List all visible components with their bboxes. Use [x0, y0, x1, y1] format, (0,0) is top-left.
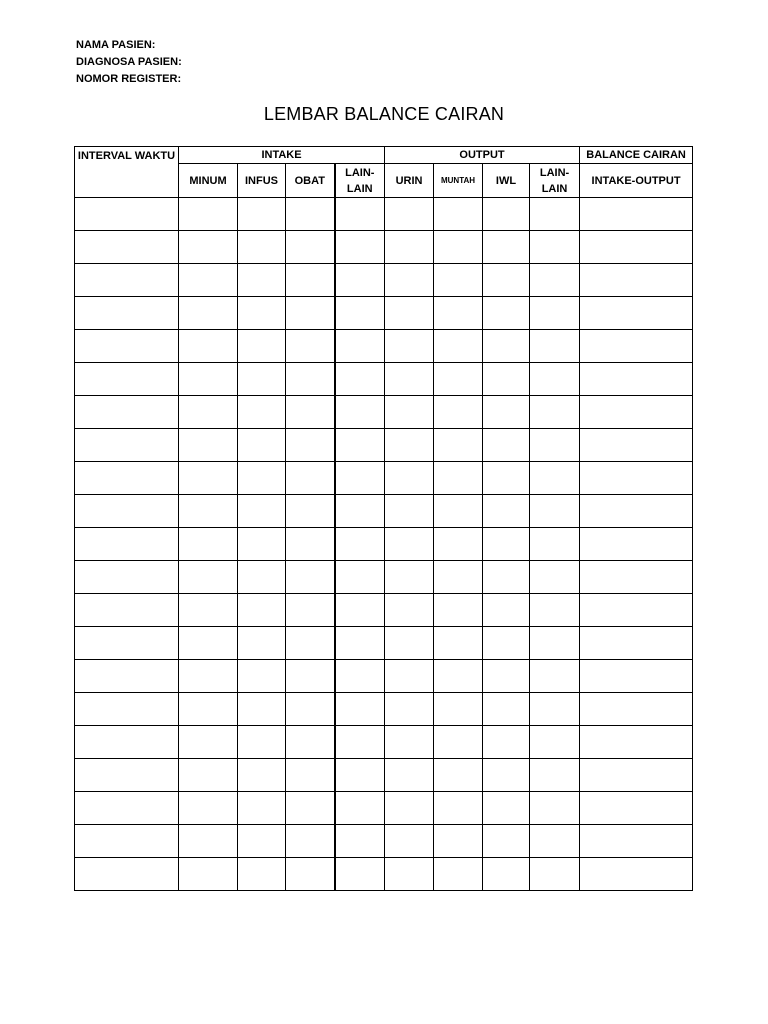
- cell-output-lain-lain[interactable]: [530, 363, 580, 396]
- cell-intake-lain-lain[interactable]: [335, 858, 385, 891]
- cell-intake-lain-lain[interactable]: [335, 264, 385, 297]
- cell-minum[interactable]: [179, 792, 238, 825]
- cell-minum[interactable]: [179, 726, 238, 759]
- cell-output-lain-lain[interactable]: [530, 825, 580, 858]
- cell-muntah[interactable]: [434, 363, 483, 396]
- table-row: [75, 429, 693, 462]
- cell-intake-lain-lain[interactable]: [335, 231, 385, 264]
- cell-iwl[interactable]: [483, 528, 530, 561]
- table-row: [75, 792, 693, 825]
- cell-muntah[interactable]: [434, 264, 483, 297]
- cell-intake-output[interactable]: [580, 231, 693, 264]
- cell-minum[interactable]: [179, 627, 238, 660]
- cell-obat[interactable]: [286, 396, 335, 429]
- cell-obat[interactable]: [286, 561, 335, 594]
- cell-intake-output[interactable]: [580, 792, 693, 825]
- cell-infus[interactable]: [238, 594, 286, 627]
- header-intake-lain-lain: LAIN-LAIN: [335, 164, 385, 198]
- cell-output-lain-lain[interactable]: [530, 858, 580, 891]
- cell-urin[interactable]: [385, 792, 434, 825]
- cell-intake-lain-lain[interactable]: [335, 297, 385, 330]
- header-interval-waktu: INTERVAL WAKTU: [75, 147, 179, 198]
- cell-output-lain-lain[interactable]: [530, 330, 580, 363]
- cell-intake-lain-lain[interactable]: [335, 363, 385, 396]
- cell-infus[interactable]: [238, 759, 286, 792]
- cell-interval[interactable]: [75, 429, 179, 462]
- cell-obat[interactable]: [286, 231, 335, 264]
- cell-minum[interactable]: [179, 231, 238, 264]
- cell-intake-lain-lain[interactable]: [335, 495, 385, 528]
- cell-intake-output[interactable]: [580, 462, 693, 495]
- cell-iwl[interactable]: [483, 231, 530, 264]
- patient-register-label: NOMOR REGISTER:: [76, 73, 182, 85]
- cell-muntah[interactable]: [434, 429, 483, 462]
- cell-muntah[interactable]: [434, 594, 483, 627]
- cell-urin[interactable]: [385, 594, 434, 627]
- cell-obat[interactable]: [286, 264, 335, 297]
- cell-output-lain-lain[interactable]: [530, 198, 580, 231]
- cell-minum[interactable]: [179, 693, 238, 726]
- cell-muntah[interactable]: [434, 528, 483, 561]
- cell-intake-lain-lain[interactable]: [335, 462, 385, 495]
- table-row: [75, 231, 693, 264]
- cell-intake-output[interactable]: [580, 429, 693, 462]
- cell-urin[interactable]: [385, 561, 434, 594]
- cell-intake-output[interactable]: [580, 561, 693, 594]
- cell-minum[interactable]: [179, 198, 238, 231]
- cell-intake-output[interactable]: [580, 627, 693, 660]
- table-row: [75, 297, 693, 330]
- cell-infus[interactable]: [238, 858, 286, 891]
- table-row: [75, 627, 693, 660]
- patient-info: [76, 37, 182, 88]
- cell-urin[interactable]: [385, 660, 434, 693]
- cell-minum[interactable]: [179, 858, 238, 891]
- cell-intake-lain-lain[interactable]: [335, 627, 385, 660]
- cell-output-lain-lain[interactable]: [530, 495, 580, 528]
- cell-urin[interactable]: [385, 462, 434, 495]
- cell-obat[interactable]: [286, 462, 335, 495]
- cell-iwl[interactable]: [483, 627, 530, 660]
- cell-infus[interactable]: [238, 462, 286, 495]
- cell-urin[interactable]: [385, 396, 434, 429]
- cell-intake-lain-lain[interactable]: [335, 792, 385, 825]
- cell-infus[interactable]: [238, 396, 286, 429]
- cell-muntah[interactable]: [434, 297, 483, 330]
- cell-urin[interactable]: [385, 627, 434, 660]
- cell-interval[interactable]: [75, 264, 179, 297]
- cell-urin[interactable]: [385, 198, 434, 231]
- cell-output-lain-lain[interactable]: [530, 759, 580, 792]
- cell-muntah[interactable]: [434, 726, 483, 759]
- cell-urin[interactable]: [385, 825, 434, 858]
- cell-output-lain-lain[interactable]: [530, 231, 580, 264]
- table-row: [75, 462, 693, 495]
- cell-interval[interactable]: [75, 198, 179, 231]
- cell-intake-output[interactable]: [580, 594, 693, 627]
- cell-obat[interactable]: [286, 528, 335, 561]
- cell-minum[interactable]: [179, 495, 238, 528]
- header-intake-output: INTAKE-OUTPUT: [580, 164, 693, 198]
- cell-intake-output[interactable]: [580, 759, 693, 792]
- document-title: LEMBAR BALANCE CAIRAN: [263, 104, 505, 124]
- cell-urin[interactable]: [385, 726, 434, 759]
- cell-intake-lain-lain[interactable]: [335, 693, 385, 726]
- cell-muntah[interactable]: [434, 660, 483, 693]
- table-row: [75, 825, 693, 858]
- cell-obat[interactable]: [286, 363, 335, 396]
- cell-intake-output[interactable]: [580, 297, 693, 330]
- cell-intake-lain-lain[interactable]: [335, 594, 385, 627]
- cell-minum[interactable]: [179, 396, 238, 429]
- cell-muntah[interactable]: [434, 792, 483, 825]
- cell-infus[interactable]: [238, 198, 286, 231]
- cell-urin[interactable]: [385, 528, 434, 561]
- cell-obat[interactable]: [286, 330, 335, 363]
- header-obat: OBAT: [286, 164, 335, 198]
- cell-intake-lain-lain[interactable]: [335, 759, 385, 792]
- table-row: [75, 363, 693, 396]
- header-output: OUTPUT: [385, 147, 580, 164]
- cell-infus[interactable]: [238, 561, 286, 594]
- cell-output-lain-lain[interactable]: [530, 462, 580, 495]
- cell-output-lain-lain[interactable]: [530, 693, 580, 726]
- cell-intake-lain-lain[interactable]: [335, 660, 385, 693]
- cell-muntah[interactable]: [434, 330, 483, 363]
- cell-iwl[interactable]: [483, 594, 530, 627]
- cell-obat[interactable]: [286, 627, 335, 660]
- cell-infus[interactable]: [238, 231, 286, 264]
- cell-interval[interactable]: [75, 660, 179, 693]
- cell-infus[interactable]: [238, 825, 286, 858]
- cell-intake-lain-lain[interactable]: [335, 528, 385, 561]
- cell-output-lain-lain[interactable]: [530, 660, 580, 693]
- cell-minum[interactable]: [179, 429, 238, 462]
- cell-interval[interactable]: [75, 693, 179, 726]
- cell-interval[interactable]: [75, 495, 179, 528]
- table-row: [75, 660, 693, 693]
- table-body: [75, 198, 693, 891]
- cell-urin[interactable]: [385, 330, 434, 363]
- cell-minum[interactable]: [179, 297, 238, 330]
- cell-iwl[interactable]: [483, 330, 530, 363]
- cell-urin[interactable]: [385, 363, 434, 396]
- cell-iwl[interactable]: [483, 264, 530, 297]
- cell-obat[interactable]: [286, 825, 335, 858]
- cell-output-lain-lain[interactable]: [530, 594, 580, 627]
- cell-interval[interactable]: [75, 627, 179, 660]
- cell-output-lain-lain[interactable]: [530, 561, 580, 594]
- cell-minum[interactable]: [179, 825, 238, 858]
- cell-urin[interactable]: [385, 759, 434, 792]
- cell-iwl[interactable]: [483, 693, 530, 726]
- cell-muntah[interactable]: [434, 561, 483, 594]
- table-row: [75, 561, 693, 594]
- cell-intake-output[interactable]: [580, 495, 693, 528]
- cell-interval[interactable]: [75, 396, 179, 429]
- cell-interval[interactable]: [75, 231, 179, 264]
- cell-minum[interactable]: [179, 330, 238, 363]
- cell-infus[interactable]: [238, 330, 286, 363]
- cell-muntah[interactable]: [434, 825, 483, 858]
- cell-interval[interactable]: [75, 759, 179, 792]
- cell-intake-output[interactable]: [580, 396, 693, 429]
- cell-infus[interactable]: [238, 528, 286, 561]
- cell-intake-lain-lain[interactable]: [335, 429, 385, 462]
- cell-muntah[interactable]: [434, 462, 483, 495]
- table-row: [75, 858, 693, 891]
- cell-interval[interactable]: [75, 726, 179, 759]
- header-output-lain-lain: LAIN-LAIN: [530, 164, 580, 198]
- cell-minum[interactable]: [179, 561, 238, 594]
- cell-obat[interactable]: [286, 759, 335, 792]
- cell-output-lain-lain[interactable]: [530, 429, 580, 462]
- cell-iwl[interactable]: [483, 396, 530, 429]
- cell-obat[interactable]: [286, 297, 335, 330]
- cell-muntah[interactable]: [434, 396, 483, 429]
- cell-minum[interactable]: [179, 660, 238, 693]
- cell-iwl[interactable]: [483, 297, 530, 330]
- cell-infus[interactable]: [238, 693, 286, 726]
- header-muntah: MUNTAH: [434, 164, 483, 198]
- cell-intake-lain-lain[interactable]: [335, 726, 385, 759]
- cell-intake-output[interactable]: [580, 264, 693, 297]
- cell-infus[interactable]: [238, 792, 286, 825]
- cell-interval[interactable]: [75, 561, 179, 594]
- cell-output-lain-lain[interactable]: [530, 396, 580, 429]
- cell-intake-lain-lain[interactable]: [335, 825, 385, 858]
- table-row: [75, 396, 693, 429]
- cell-obat[interactable]: [286, 660, 335, 693]
- cell-iwl[interactable]: [483, 363, 530, 396]
- cell-iwl[interactable]: [483, 759, 530, 792]
- cell-urin[interactable]: [385, 858, 434, 891]
- cell-intake-output[interactable]: [580, 825, 693, 858]
- cell-urin[interactable]: [385, 231, 434, 264]
- cell-obat[interactable]: [286, 792, 335, 825]
- cell-infus[interactable]: [238, 627, 286, 660]
- table-row: [75, 528, 693, 561]
- cell-output-lain-lain[interactable]: [530, 264, 580, 297]
- cell-intake-lain-lain[interactable]: [335, 561, 385, 594]
- table-row: [75, 726, 693, 759]
- cell-intake-output[interactable]: [580, 858, 693, 891]
- cell-interval[interactable]: [75, 858, 179, 891]
- cell-infus[interactable]: [238, 429, 286, 462]
- cell-iwl[interactable]: [483, 660, 530, 693]
- cell-minum[interactable]: [179, 594, 238, 627]
- cell-interval[interactable]: [75, 330, 179, 363]
- cell-minum[interactable]: [179, 528, 238, 561]
- cell-urin[interactable]: [385, 693, 434, 726]
- cell-iwl[interactable]: [483, 462, 530, 495]
- cell-intake-output[interactable]: [580, 528, 693, 561]
- cell-infus[interactable]: [238, 495, 286, 528]
- cell-muntah[interactable]: [434, 231, 483, 264]
- cell-output-lain-lain[interactable]: [530, 297, 580, 330]
- cell-urin[interactable]: [385, 264, 434, 297]
- cell-output-lain-lain[interactable]: [530, 528, 580, 561]
- header-infus: INFUS: [238, 164, 286, 198]
- cell-iwl[interactable]: [483, 792, 530, 825]
- cell-urin[interactable]: [385, 495, 434, 528]
- fluid-balance-table: [74, 146, 693, 891]
- cell-minum[interactable]: [179, 363, 238, 396]
- cell-infus[interactable]: [238, 726, 286, 759]
- cell-output-lain-lain[interactable]: [530, 627, 580, 660]
- cell-obat[interactable]: [286, 495, 335, 528]
- cell-intake-output[interactable]: [580, 693, 693, 726]
- cell-minum[interactable]: [179, 462, 238, 495]
- cell-intake-output[interactable]: [580, 330, 693, 363]
- cell-minum[interactable]: [179, 264, 238, 297]
- cell-muntah[interactable]: [434, 495, 483, 528]
- cell-urin[interactable]: [385, 297, 434, 330]
- cell-obat[interactable]: [286, 594, 335, 627]
- table-row: [75, 594, 693, 627]
- header-urin: URIN: [385, 164, 434, 198]
- header-iwl: IWL: [483, 164, 530, 198]
- cell-obat[interactable]: [286, 693, 335, 726]
- cell-output-lain-lain[interactable]: [530, 726, 580, 759]
- cell-intake-output[interactable]: [580, 363, 693, 396]
- cell-obat[interactable]: [286, 198, 335, 231]
- cell-obat[interactable]: [286, 429, 335, 462]
- table-row: [75, 198, 693, 231]
- cell-interval[interactable]: [75, 594, 179, 627]
- header-minum: MINUM: [179, 164, 238, 198]
- cell-urin[interactable]: [385, 429, 434, 462]
- cell-interval[interactable]: [75, 462, 179, 495]
- cell-muntah[interactable]: [434, 759, 483, 792]
- cell-iwl[interactable]: [483, 495, 530, 528]
- cell-muntah[interactable]: [434, 858, 483, 891]
- cell-interval[interactable]: [75, 297, 179, 330]
- cell-intake-output[interactable]: [580, 660, 693, 693]
- cell-obat[interactable]: [286, 726, 335, 759]
- cell-interval[interactable]: [75, 528, 179, 561]
- cell-interval[interactable]: [75, 825, 179, 858]
- cell-intake-lain-lain[interactable]: [335, 396, 385, 429]
- cell-iwl[interactable]: [483, 726, 530, 759]
- cell-muntah[interactable]: [434, 627, 483, 660]
- cell-interval[interactable]: [75, 363, 179, 396]
- cell-infus[interactable]: [238, 264, 286, 297]
- cell-iwl[interactable]: [483, 198, 530, 231]
- cell-intake-output[interactable]: [580, 726, 693, 759]
- cell-infus[interactable]: [238, 297, 286, 330]
- cell-intake-lain-lain[interactable]: [335, 198, 385, 231]
- table-row: [75, 330, 693, 363]
- header-intake: INTAKE: [179, 147, 385, 164]
- cell-intake-lain-lain[interactable]: [335, 330, 385, 363]
- cell-minum[interactable]: [179, 759, 238, 792]
- table-row: [75, 759, 693, 792]
- cell-iwl[interactable]: [483, 561, 530, 594]
- cell-muntah[interactable]: [434, 198, 483, 231]
- cell-output-lain-lain[interactable]: [530, 792, 580, 825]
- cell-iwl[interactable]: [483, 429, 530, 462]
- header-balance-cairan: BALANCE CAIRAN: [580, 147, 693, 164]
- table-row: [75, 495, 693, 528]
- cell-iwl[interactable]: [483, 825, 530, 858]
- cell-muntah[interactable]: [434, 693, 483, 726]
- cell-infus[interactable]: [238, 660, 286, 693]
- cell-infus[interactable]: [238, 363, 286, 396]
- cell-intake-output[interactable]: [580, 198, 693, 231]
- cell-interval[interactable]: [75, 792, 179, 825]
- patient-diagnosis-label: DIAGNOSA PASIEN:: [76, 56, 182, 68]
- table-row: [75, 264, 693, 297]
- cell-obat[interactable]: [286, 858, 335, 891]
- patient-name-label: NAMA PASIEN:: [76, 39, 156, 51]
- table-row: [75, 693, 693, 726]
- cell-iwl[interactable]: [483, 858, 530, 891]
